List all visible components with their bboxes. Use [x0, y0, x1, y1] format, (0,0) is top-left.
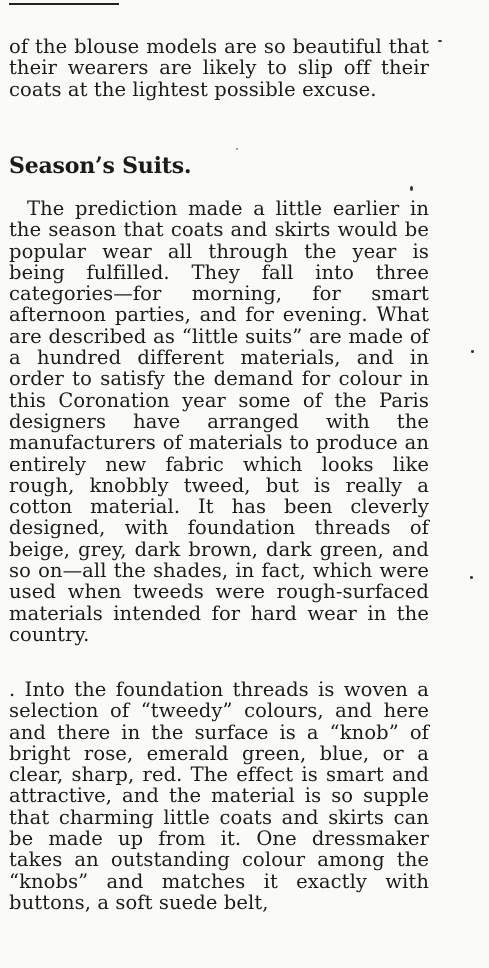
- paragraph-2: . Into the foundation threads is woven a selection of “tweedy” colours, and here and there in the surface is a “knob” of bright rose, emerald green, blue, or a clear, sharp, red. The effect is smart and attractive, and the material is so supple that charming little coats and skirts can be made up from it. One dressmaker takes an outstanding colour among the “knobs” and matches it exactly with buttons, a soft suede belt,: [9, 678, 429, 914]
- paragraph-1: The prediction made a little earlier in the season that coats and skirts would be popular wear all through the year is being fulfilled. They fall into three categories—for morning, for smart afternoon parties, and for evening. What are described as “little suits” are made of a hundred different materials, and in order to satisfy the demand for colour in this Coronation year some of the Paris designers have arranged with the manufacturers of materials to produce an entirely new fabric which looks like rough, knobbly tweed, but is really a cotton material. It has been cleverly designed, with foundation threads of beige, grey, dark brown, dark green, and so on—all the shades, in fact, which were used when tweeds were rough-surfaced materials intended for hard wear in the country.: [9, 197, 429, 646]
- print-speck: [438, 40, 442, 42]
- section-heading: Season’s Suits.: [9, 153, 192, 179]
- continued-paragraph: of the blouse models are so beautiful that their wearers are likely to slip off their coats at the lightest possible excuse.: [9, 35, 429, 101]
- column-rule: [9, 3, 119, 5]
- print-speck: [470, 576, 473, 579]
- print-speck: [471, 350, 474, 353]
- print-speck: [236, 148, 238, 150]
- print-speck: [410, 186, 413, 191]
